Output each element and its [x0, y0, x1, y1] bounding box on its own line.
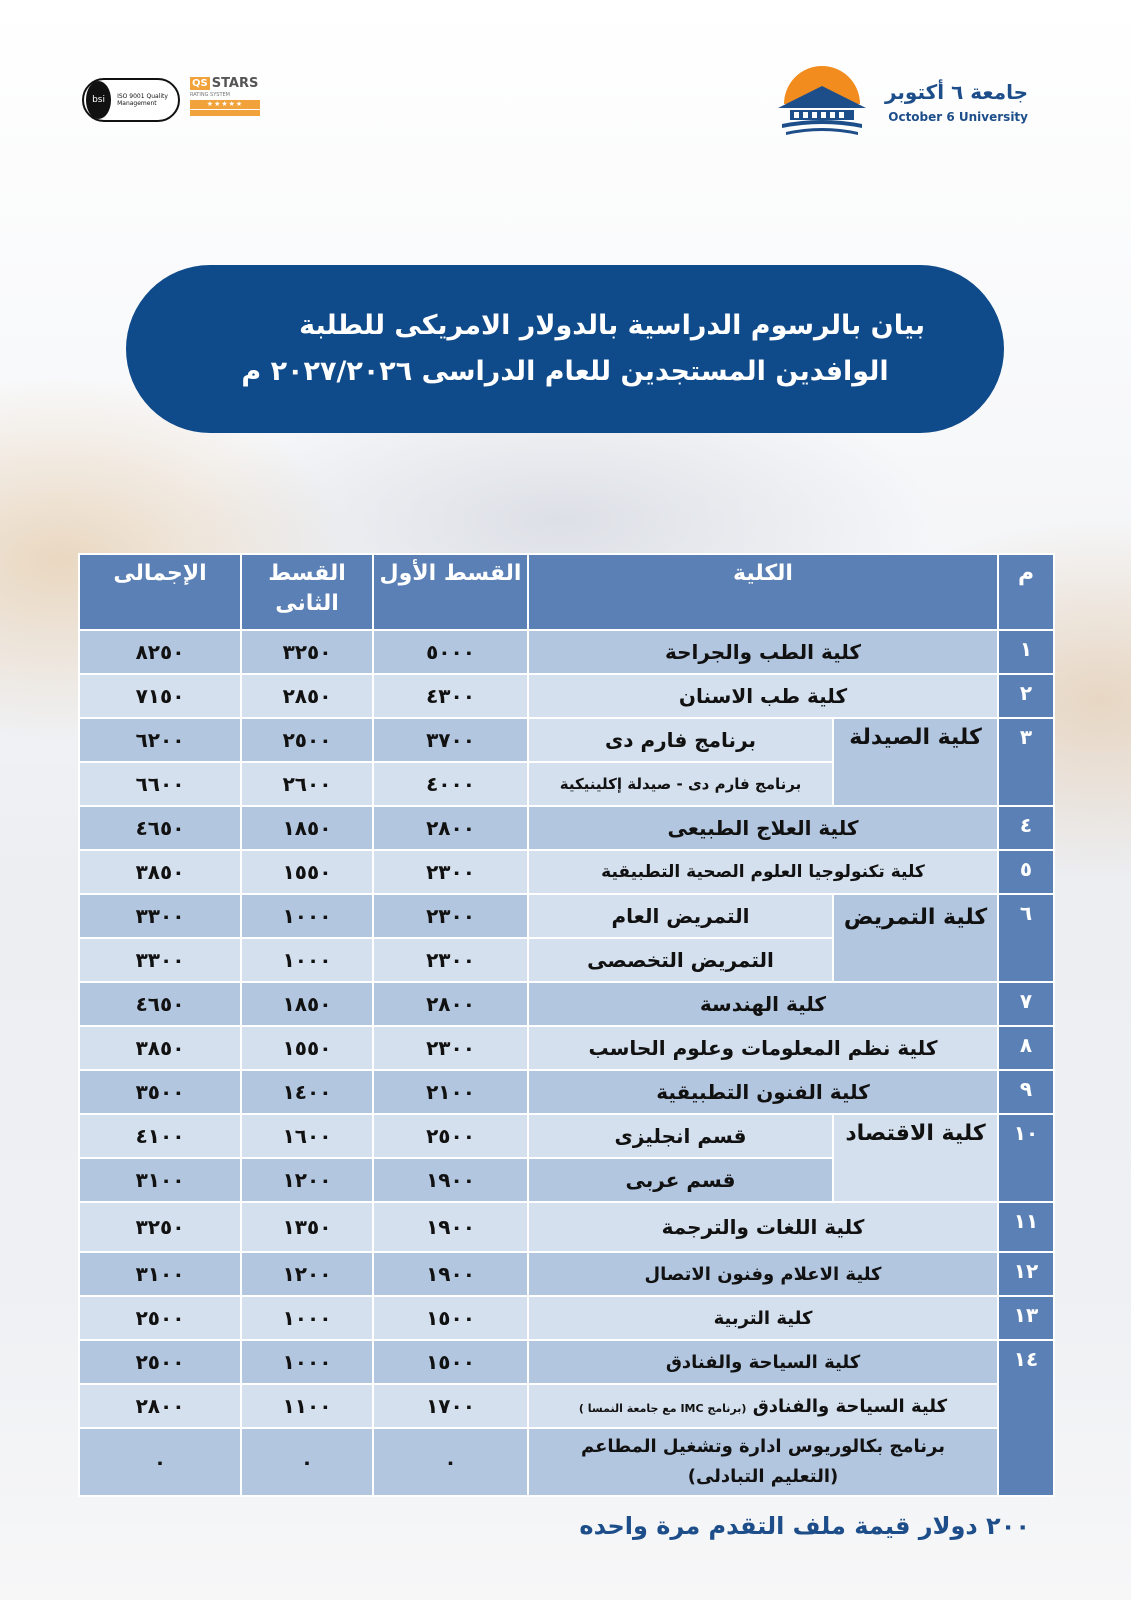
table-row	[79, 630, 1054, 674]
first-installment: ٠	[373, 1428, 528, 1496]
row-index: ١٤	[998, 1340, 1054, 1496]
first-installment: ٢٣٠٠	[373, 1026, 528, 1070]
faculty-name: كلية اللغات والترجمة	[528, 1202, 998, 1252]
table-row	[79, 1070, 1054, 1114]
faculty-name: كلية الهندسة	[528, 982, 998, 1026]
university-name-en: October 6 University	[888, 110, 1028, 124]
total: ٤٦٥٠	[79, 982, 241, 1026]
total: ٣٨٥٠	[79, 1026, 241, 1070]
first-installment: ٢٣٠٠	[373, 894, 528, 938]
header-first-installment: القسط الأول	[373, 554, 528, 630]
first-installment: ١٥٠٠	[373, 1296, 528, 1340]
second-installment: ١٤٠٠	[241, 1070, 373, 1114]
faculty-name: كلية الاعلام وفنون الاتصال	[528, 1252, 998, 1296]
program-name: برنامج فارم دى - صيدلة إكلينيكية	[528, 762, 833, 806]
second-installment: ١٨٥٠	[241, 806, 373, 850]
total: ٢٥٠٠	[79, 1296, 241, 1340]
second-installment: ١٥٥٠	[241, 1026, 373, 1070]
total: ٧١٥٠	[79, 674, 241, 718]
table-row	[79, 850, 1054, 894]
first-installment: ١٩٠٠	[373, 1202, 528, 1252]
title-banner	[126, 265, 1004, 433]
first-installment: ١٩٠٠	[373, 1158, 528, 1202]
row-index: ١٢	[998, 1252, 1054, 1296]
program-name: التمريض العام	[528, 894, 833, 938]
total: ٣٥٠٠	[79, 1070, 241, 1114]
faculty-name-line-2: (التعليم التبادلى)	[687, 1466, 839, 1487]
faculty-group-name: كلية الصيدلة	[833, 718, 998, 806]
header-total: الإجمالى	[79, 554, 241, 630]
first-installment: ٤٠٠٠	[373, 762, 528, 806]
star-rating-icon: ★★★★★	[190, 100, 260, 109]
program-name: التمريض التخصصى	[528, 938, 833, 982]
row-index: ٤	[998, 806, 1054, 850]
program-name: برنامج فارم دى	[528, 718, 833, 762]
table-row	[79, 1202, 1054, 1252]
qs-foot-bar	[190, 110, 260, 116]
table-row	[79, 1114, 1054, 1158]
second-installment: ١٢٠٠	[241, 1158, 373, 1202]
header-index: م	[998, 554, 1054, 630]
table-row	[79, 674, 1054, 718]
bsi-logo-text: ISO 9001 Quality Management	[117, 93, 168, 107]
total: ٢٥٠٠	[79, 1340, 241, 1384]
faculty-name: كلية تكنولوجيا العلوم الصحية التطبيقية	[528, 850, 998, 894]
faculty-name: كلية نظم المعلومات وعلوم الحاسب	[528, 1026, 998, 1070]
second-installment: ١٠٠٠	[241, 938, 373, 982]
total: ٦٦٠٠	[79, 762, 241, 806]
total: ٤٦٥٠	[79, 806, 241, 850]
second-installment: ٢٦٠٠	[241, 762, 373, 806]
row-index: ١	[998, 630, 1054, 674]
second-installment: ١١٠٠	[241, 1384, 373, 1428]
table-row	[79, 982, 1054, 1026]
row-index: ٦	[998, 894, 1054, 982]
total: ٨٢٥٠	[79, 630, 241, 674]
qs-stars-word: STARS	[211, 76, 259, 91]
first-installment: ٢٨٠٠	[373, 806, 528, 850]
first-installment: ١٩٠٠	[373, 1252, 528, 1296]
qs-badge: QS	[192, 78, 208, 89]
faculty-name: كلية التربية	[528, 1296, 998, 1340]
faculty-group-name: كلية التمريض	[833, 894, 998, 982]
total: ٣١٠٠	[79, 1252, 241, 1296]
second-installment: ١٣٥٠	[241, 1202, 373, 1252]
first-installment: ٢٣٠٠	[373, 938, 528, 982]
row-index: ٧	[998, 982, 1054, 1026]
second-installment: ٢٨٥٠	[241, 674, 373, 718]
university-name-ar: جامعة ٦ أكتوبر	[884, 80, 1028, 104]
header-faculty: الكلية	[528, 554, 998, 630]
total: ٣٣٠٠	[79, 894, 241, 938]
first-installment: ٣٧٠٠	[373, 718, 528, 762]
bsi-iso-logo	[82, 78, 180, 122]
total: ٣٣٠٠	[79, 938, 241, 982]
faculty-name: كلية السياحة والفنادق	[528, 1340, 998, 1384]
first-installment: ٥٠٠٠	[373, 630, 528, 674]
faculty-name: كلية الطب والجراحة	[528, 630, 998, 674]
total: ٤١٠٠	[79, 1114, 241, 1158]
second-installment: ١٠٠٠	[241, 894, 373, 938]
first-installment: ٢٨٠٠	[373, 982, 528, 1026]
first-installment: ٢٣٠٠	[373, 850, 528, 894]
fees-table	[78, 553, 1055, 1497]
first-installment: ٢٥٠٠	[373, 1114, 528, 1158]
table-row	[79, 1340, 1054, 1384]
university-logo-icon	[776, 58, 868, 142]
second-installment: ١٦٠٠	[241, 1114, 373, 1158]
second-installment: ٠	[241, 1428, 373, 1496]
second-installment: ١٠٠٠	[241, 1340, 373, 1384]
first-installment: ١٧٠٠	[373, 1384, 528, 1428]
total: ٢٨٠٠	[79, 1384, 241, 1428]
table-row	[79, 1252, 1054, 1296]
total: ٣١٠٠	[79, 1158, 241, 1202]
faculty-name	[528, 1384, 998, 1428]
first-installment: ١٥٠٠	[373, 1340, 528, 1384]
table-row	[79, 1384, 1054, 1428]
row-index: ٥	[998, 850, 1054, 894]
faculty-group-name: كلية الاقتصاد	[833, 1114, 998, 1202]
row-index: ٨	[998, 1026, 1054, 1070]
faculty-name-line-1: برنامج بكالوريوس ادارة وتشغيل المطاعم	[580, 1436, 946, 1457]
first-installment: ٤٣٠٠	[373, 674, 528, 718]
row-index: ٩	[998, 1070, 1054, 1114]
program-name: قسم عربى	[528, 1158, 833, 1202]
table-row	[79, 1026, 1054, 1070]
second-installment: ٣٢٥٠	[241, 630, 373, 674]
second-installment: ١٢٠٠	[241, 1252, 373, 1296]
second-installment: ١٨٥٠	[241, 982, 373, 1026]
faculty-note: (برنامج IMC مع جامعة النمسا )	[578, 1401, 747, 1415]
faculty-name: كلية العلاج الطبيعى	[528, 806, 998, 850]
title-line-2: الوافدين المستجدين للعام الدراسى ٢٠٢٧/٢٠٢٦ م	[241, 356, 889, 387]
bsi-mark-icon: bsi	[86, 81, 111, 119]
row-index: ٣	[998, 718, 1054, 806]
table-header-row	[79, 554, 1054, 630]
total: ٣٢٥٠	[79, 1202, 241, 1252]
table-row	[79, 718, 1054, 762]
second-installment: ٢٥٠٠	[241, 718, 373, 762]
second-installment: ١٥٥٠	[241, 850, 373, 894]
table-row	[79, 894, 1054, 938]
row-index: ١٠	[998, 1114, 1054, 1202]
qs-stars-logo	[190, 76, 260, 122]
qs-rating-text: RATING SYSTEM	[190, 92, 230, 98]
header-second-installment: القسط الثانى	[241, 554, 373, 630]
faculty-name	[528, 1428, 998, 1496]
faculty-name: كلية الفنون التطبيقية	[528, 1070, 998, 1114]
second-installment: ١٠٠٠	[241, 1296, 373, 1340]
row-index: ١٣	[998, 1296, 1054, 1340]
application-fee-note: ٢٠٠ دولار قيمة ملف التقدم مرة واحده	[579, 1512, 1030, 1540]
program-name: قسم انجليزى	[528, 1114, 833, 1158]
row-index: ١١	[998, 1202, 1054, 1252]
total: ٦٢٠٠	[79, 718, 241, 762]
table-row	[79, 1428, 1054, 1496]
total: ٣٨٥٠	[79, 850, 241, 894]
faculty-name-text: كلية السياحة والفنادق	[752, 1395, 948, 1417]
faculty-name: كلية طب الاسنان	[528, 674, 998, 718]
total: ٠	[79, 1428, 241, 1496]
first-installment: ٢١٠٠	[373, 1070, 528, 1114]
title-line-1: بيان بالرسوم الدراسية بالدولار الامريكى للطلبة	[299, 310, 925, 341]
table-row	[79, 1296, 1054, 1340]
table-row	[79, 806, 1054, 850]
row-index: ٢	[998, 674, 1054, 718]
